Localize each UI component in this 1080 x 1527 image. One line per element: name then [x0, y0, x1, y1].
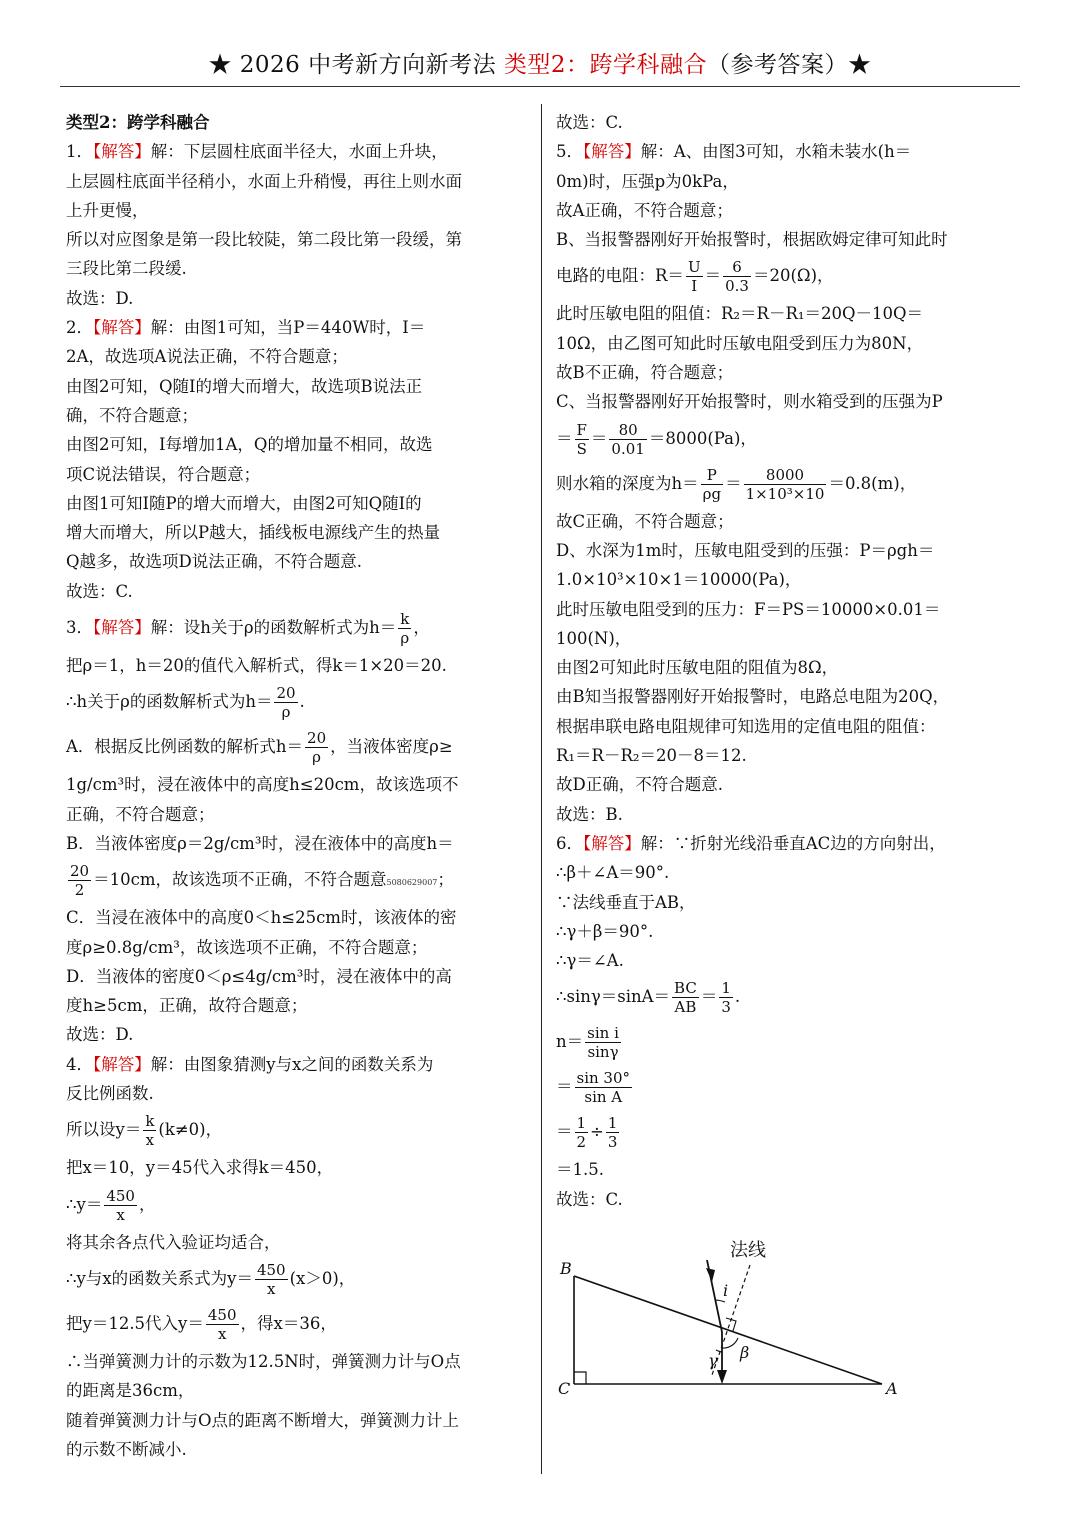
q5-line-1: 5．【解答】解：A、由图3可知，水箱未装水(h＝ [556, 142, 912, 162]
fraction: $\frac{1}{3}$ [721, 979, 731, 1017]
q4-line: 将其余各点代入验证均适合， [66, 1232, 281, 1252]
q2-answer: 故选：C. [66, 581, 133, 601]
doc-code: 5080629007 [386, 878, 438, 888]
q4-line: ∴y＝ $\frac{450}{x}$ ， [66, 1186, 156, 1224]
q5-line: 100(N)， [556, 628, 632, 648]
q1-answer: 故选：D. [66, 288, 134, 308]
q3-line-1: 3．【解答】解：设h关于ρ的函数解析式为h＝ $\frac{k}{\rho}$ ， [66, 610, 430, 648]
q4-line-1: 4．【解答】解：由图象猜测y与x之间的函数关系为 [66, 1054, 434, 1074]
q5-line: B、当报警器刚好开始报警时，根据欧姆定律可知此时 [556, 230, 948, 250]
q3-line: 度ρ≥0.8g/cm³，故该选项不正确，不符合题意； [66, 937, 428, 957]
q5-line: 0m)时，压强p为0kPa， [556, 171, 739, 191]
q3-line: ∴h关于ρ的函数解析式为h＝ $\frac{20}{\rho}$ . [66, 684, 305, 722]
q6-line: ∴γ＋β＝90°. [556, 921, 654, 941]
q6-line: ∵法线垂直于AB， [556, 892, 696, 912]
q2-line-1: 2．【解答】解：由图1可知，当P＝440W时，I＝ [66, 318, 426, 338]
q2-line: 确，不符合题意； [66, 405, 198, 425]
fraction: $\frac{1}{2}$ [576, 1114, 587, 1152]
section-title: 类型2：跨学科融合 [66, 113, 210, 132]
q4-line: ∴当弹簧测力计的示数为12.5N时，弹簧测力计与O点 [66, 1351, 461, 1371]
fraction: $\frac{F}{S}$ [576, 420, 587, 458]
q5-line: 故A正确，不符合题意； [556, 200, 733, 220]
q3-line: 把ρ＝1，h＝20的值代入解析式，得k＝1×20＝20. [66, 656, 447, 676]
q1-line: 所以对应图象是第一段比较陡，第二段比第一段缓，第 [66, 230, 462, 250]
q6-line: n＝ $\frac{\text{sin i}}{\sin\gamma}$ [556, 1024, 619, 1062]
q3-line: B．当液体密度ρ＝2g/cm³时，浸在液体中的高度h＝ [66, 833, 454, 853]
fraction: $\frac{\sin 30^\circ}{\text{sin A}}$ [576, 1069, 631, 1107]
fraction: $\frac{80}{0.01}$ [611, 420, 645, 458]
q5-line: 由B知当报警器刚好开始报警时，电路总电阻为20Q， [556, 687, 950, 707]
q6-line: ＝ $\frac{1}{2}$ ÷ $\frac{1}{3}$ [556, 1114, 618, 1152]
q3-answer: 故选：D. [66, 1025, 134, 1045]
answer-tag: 【解答】 [93, 1054, 151, 1074]
answer-tag: 【解答】 [583, 142, 641, 162]
answer-tag: 【解答】 [93, 618, 151, 638]
answer-tag: 【解答】 [583, 833, 641, 853]
column-divider [541, 104, 542, 1474]
q4-line: 反比例函数. [66, 1084, 154, 1104]
q2-line: 2A，故选项A说法正确，不符合题意； [66, 347, 348, 367]
page-header [60, 46, 1020, 79]
q1-line-1: 1．【解答】解：下层圆柱底面半径大，水面上升块， [66, 142, 448, 162]
label-b: B [560, 1259, 572, 1278]
q1-line: 三段比第二段缓. [66, 259, 187, 279]
fraction: $\frac{P}{\rho g}$ [702, 465, 722, 503]
q5-line: 此时压敏电阻的阻值：R₂＝R－R₁＝20Q－10Q＝ [556, 304, 924, 324]
q1-line: 上层圆柱底面半径稍小，水面上升稍慢，再往上则水面 [66, 171, 462, 191]
q5-line: 1.0×10³×10×1＝10000(Pa)， [556, 570, 802, 590]
fraction: $\frac{6}{0.3}$ [725, 258, 749, 296]
q6-line: ∴β＋∠A＝90°. [556, 863, 670, 883]
label-beta: β [740, 1343, 750, 1362]
q3-line: $\frac{20}{2}$ ＝10cm，故该选项不正确，不符合题意5080629007； [70, 862, 454, 900]
q5-line: 故B不正确，符合题意； [556, 363, 734, 383]
refracted-arrow-icon [717, 1370, 727, 1384]
q5-line: 10Ω，由乙图可知此时压敏电阻受到压力为80N， [556, 333, 924, 353]
fraction: $\frac{BC}{AB}$ [674, 979, 697, 1017]
fraction: $\frac{1}{3}$ [607, 1114, 618, 1152]
header-suffix: （参考答案）★ [707, 52, 872, 78]
right-column [556, 108, 1018, 1214]
header-rule [60, 86, 1020, 87]
q2-line: 由图2可知，I每增加1A，Q的增加量不相同，故选 [66, 435, 433, 455]
fraction: $\frac{U}{I}$ [687, 258, 701, 296]
q2-line: 项C说法错误，符合题意； [66, 464, 261, 484]
fraction: $\frac{\text{sin i}}{\sin\gamma}$ [587, 1024, 619, 1062]
q3-line: 1g/cm³时，浸在液体中的高度h≤20cm，故该选项不 [66, 775, 459, 795]
q5-line: 故C正确，不符合题意； [556, 511, 734, 531]
q4-answer: 故选：C. [556, 113, 623, 132]
label-i: i [723, 1281, 729, 1300]
q5-line: 由图2可知此时压敏电阻的阻值为8Ω， [556, 658, 839, 678]
q4-line: 所以设y＝ $\frac{k}{x}$ (k≠0)， [66, 1112, 223, 1150]
q4-line: 的示数不断减小. [66, 1439, 187, 1459]
answer-tag: 【解答】 [93, 318, 151, 338]
q4-line: 的距离是36cm， [66, 1381, 195, 1401]
q3-line: C．当浸在液体中的高度0＜h≤25cm时，该液体的密 [66, 908, 457, 928]
q5-line: 电路的电阻：R＝ $\frac{U}{I}$ ＝ $\frac{6}{0.3}$ ＝20(Ω)， [556, 258, 834, 296]
q3-line: 度h≥5cm，正确，故符合题意； [66, 996, 308, 1016]
label-c: C [558, 1379, 571, 1398]
q5-line: R₁＝R－R₂＝20－8＝12. [556, 746, 747, 766]
q5-answer: 故选：B. [556, 804, 623, 824]
fraction: $\frac{20}{\rho}$ [276, 684, 296, 722]
label-normal: 法线 [730, 1240, 766, 1261]
label-gamma: γ [708, 1351, 718, 1370]
q2-line: 由图1可知I随P的增大而增大，由图2可知Q随I的 [66, 493, 422, 513]
q6-answer: 故选：C. [556, 1189, 623, 1209]
answer-tag: 【解答】 [93, 142, 151, 162]
q4-line: 随着弹簧测力计与O点的距离不断增大，弹簧测力计上 [66, 1410, 460, 1430]
q6-line: ∴sinγ＝sinA＝ $\frac{BC}{AB}$ ＝ $\frac{1}{3}$ . [556, 979, 741, 1017]
q4-line: 把y＝12.5代入y＝ $\frac{450}{x}$ ，得x＝36， [66, 1305, 337, 1343]
q3-line: A．根据反比例函数的解析式h＝ $\frac{20}{\rho}$ ，当液体密度ρ≥ [66, 729, 453, 767]
q1-line: 上升更慢， [66, 200, 149, 220]
q5-line: 根据串联电路电阻规律可知选用的定值电阻的阻值： [556, 716, 936, 736]
refraction-diagram-svg [552, 1230, 912, 1410]
q5-line: C、当报警器刚好开始报警时，则水箱受到的压强为P [556, 392, 943, 412]
q3-line: 正确，不符合题意； [66, 804, 215, 824]
header-type-label: 类型2：跨学科融合 [503, 52, 708, 78]
q2-line: Q越多，故选项D说法正确，不符合题意. [66, 552, 363, 572]
q2-line: 由图2可知，Q随I的增大而增大，故选项B说法正 [66, 376, 423, 396]
fraction: $\frac{450}{x}$ [256, 1260, 286, 1298]
fraction: $\frac{450}{x}$ [207, 1305, 237, 1343]
q5-line: 故D正确，不符合题意. [556, 775, 723, 795]
q6-line: ＝ $\frac{\sin 30^\circ}{\text{sin A}}$ [556, 1069, 631, 1107]
right-angle-c [574, 1372, 586, 1384]
fraction: $\frac{20}{2}$ [70, 862, 90, 900]
fraction: $\frac{20}{\rho}$ [307, 729, 327, 767]
refraction-diagram [552, 1230, 912, 1410]
fraction: $\frac{450}{x}$ [106, 1186, 135, 1224]
q5-line: 此时压敏电阻受到的压力：F＝PS＝10000×0.01＝ [556, 599, 941, 619]
label-a: A [886, 1379, 898, 1398]
q4-line: ∴y与x的函数关系式为y＝ $\frac{450}{x}$ (x＞0)， [66, 1260, 356, 1298]
left-column [66, 108, 528, 1464]
q6-line: ∴γ＝∠A. [556, 951, 624, 971]
q4-line: 把x＝10，y＝45代入求得k＝450， [66, 1158, 334, 1178]
header-prefix: ★ 2026 中考新方向新考法 [208, 52, 497, 78]
q6-line-1: 6．【解答】解：∵折射光线沿垂直AC边的方向射出， [556, 833, 946, 853]
fraction: $\frac{k}{x}$ [145, 1112, 155, 1150]
q5-line: D、水深为1m时，压敏电阻受到的压强：P＝ρgh＝ [556, 540, 935, 560]
fraction: $\frac{8000}{\text{1×10³×10}}$ [745, 465, 825, 503]
q2-line: 增大而增大，所以P越大，插线板电源线产生的热量 [66, 523, 441, 543]
q6-line: ＝1.5. [556, 1160, 604, 1180]
q3-line: D．当液体的密度0＜ρ≤4g/cm³时，浸在液体中的高 [66, 966, 452, 986]
q5-line: 则水箱的深度为h＝ $\frac{P}{\rho g}$ ＝ $\frac{8000}{\text{1×10³×10}}$ ＝0.8(m)， [556, 465, 917, 503]
fraction: $\frac{k}{\rho}$ [400, 610, 410, 648]
q5-line: ＝ $\frac{F}{S}$ ＝ $\frac{80}{0.01}$ ＝8000(Pa)， [556, 420, 757, 458]
